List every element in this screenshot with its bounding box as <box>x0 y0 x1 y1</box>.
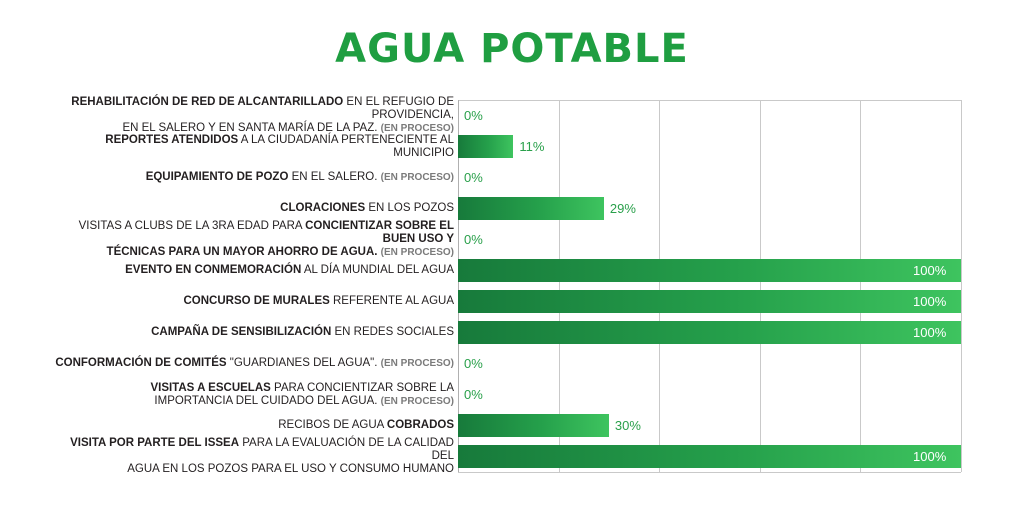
bar-value-label: 29% <box>609 201 636 216</box>
bar <box>458 197 604 220</box>
bar-row <box>458 441 961 472</box>
bar <box>458 290 961 313</box>
bar <box>458 414 609 437</box>
chart-title: AGUA POTABLE <box>335 26 689 72</box>
bar-value-label: 0% <box>464 232 483 247</box>
bar-row <box>458 317 961 348</box>
plot-area <box>458 100 961 472</box>
category-label: REPORTES ATENDIDOS A LA CIUDADANÍA PERTENECIENTE AL MUNICIPIO <box>105 133 454 159</box>
bar-row <box>458 255 961 286</box>
category-label: EVENTO EN CONMEMORACIÓN AL DÍA MUNDIAL DEL AGUA <box>125 264 454 276</box>
bar-row <box>458 379 961 410</box>
bar-value-label: 0% <box>464 387 483 402</box>
bar-value-label: 100% <box>913 449 947 464</box>
bar <box>458 321 961 344</box>
bar-value-label: 100% <box>913 263 947 278</box>
bar-value-label: 100% <box>913 294 947 309</box>
gridline-100 <box>961 100 962 472</box>
category-label: CONFORMACIÓN DE COMITÉS "GUARDIANES DEL AGUA". (EN PROCESO) <box>55 357 454 369</box>
bar-row <box>458 162 961 193</box>
bar-row <box>458 410 961 441</box>
bar-row <box>458 286 961 317</box>
bar-value-label: 0% <box>464 108 483 123</box>
bar-row <box>458 100 961 131</box>
category-label: CAMPAÑA DE SENSIBILIZACIÓN EN REDES SOCIALES <box>151 326 454 338</box>
category-label: VISITA POR PARTE DEL ISSEA PARA LA EVALUACIÓN DE LA CALIDAD DEL AGUA EN LOS POZOS PARA EL USO Y CONSUMO HUMANO <box>70 437 454 475</box>
bar-row <box>458 193 961 224</box>
category-label: EQUIPAMIENTO DE POZO EN EL SALERO. (EN PROCESO) <box>145 171 454 183</box>
bar-row <box>458 348 961 379</box>
bar-value-label: 30% <box>614 418 641 433</box>
bar-row <box>458 131 961 162</box>
category-label: REHABILITACIÓN DE RED DE ALCANTARILLADO EN EL REFUGIO DE PROVIDENCIA, EN EL SALERO Y EN SANTA MARÍA DE LA PAZ. (EN PROCESO) <box>71 96 454 134</box>
bar-row <box>458 224 961 255</box>
bar <box>458 259 961 282</box>
bar <box>458 445 961 468</box>
bar <box>458 135 513 158</box>
bar-value-label: 11% <box>519 139 545 154</box>
category-label: VISITAS A ESCUELAS PARA CONCIENTIZAR SOBRE LA IMPORTANCIA DEL CUIDADO DEL AGUA. (EN PROCESO) <box>150 381 454 407</box>
bar-value-label: 100% <box>913 325 947 340</box>
bar-value-label: 0% <box>464 170 483 185</box>
plot-bottom-border <box>458 472 961 473</box>
category-label: CONCURSO DE MURALES REFERENTE AL AGUA <box>183 295 454 307</box>
bar-value-label: 0% <box>464 356 483 371</box>
category-label: CLORACIONES EN LOS POZOS <box>280 202 454 214</box>
category-label: RECIBOS DE AGUA COBRADOS <box>278 419 454 431</box>
category-label: VISITAS A CLUBS DE LA 3RA EDAD PARA CONCIENTIZAR SOBRE EL BUEN USO Y TÉCNICAS PARA UN MAYOR AHORRO DE AGUA. (EN PROCESO) <box>78 220 454 258</box>
